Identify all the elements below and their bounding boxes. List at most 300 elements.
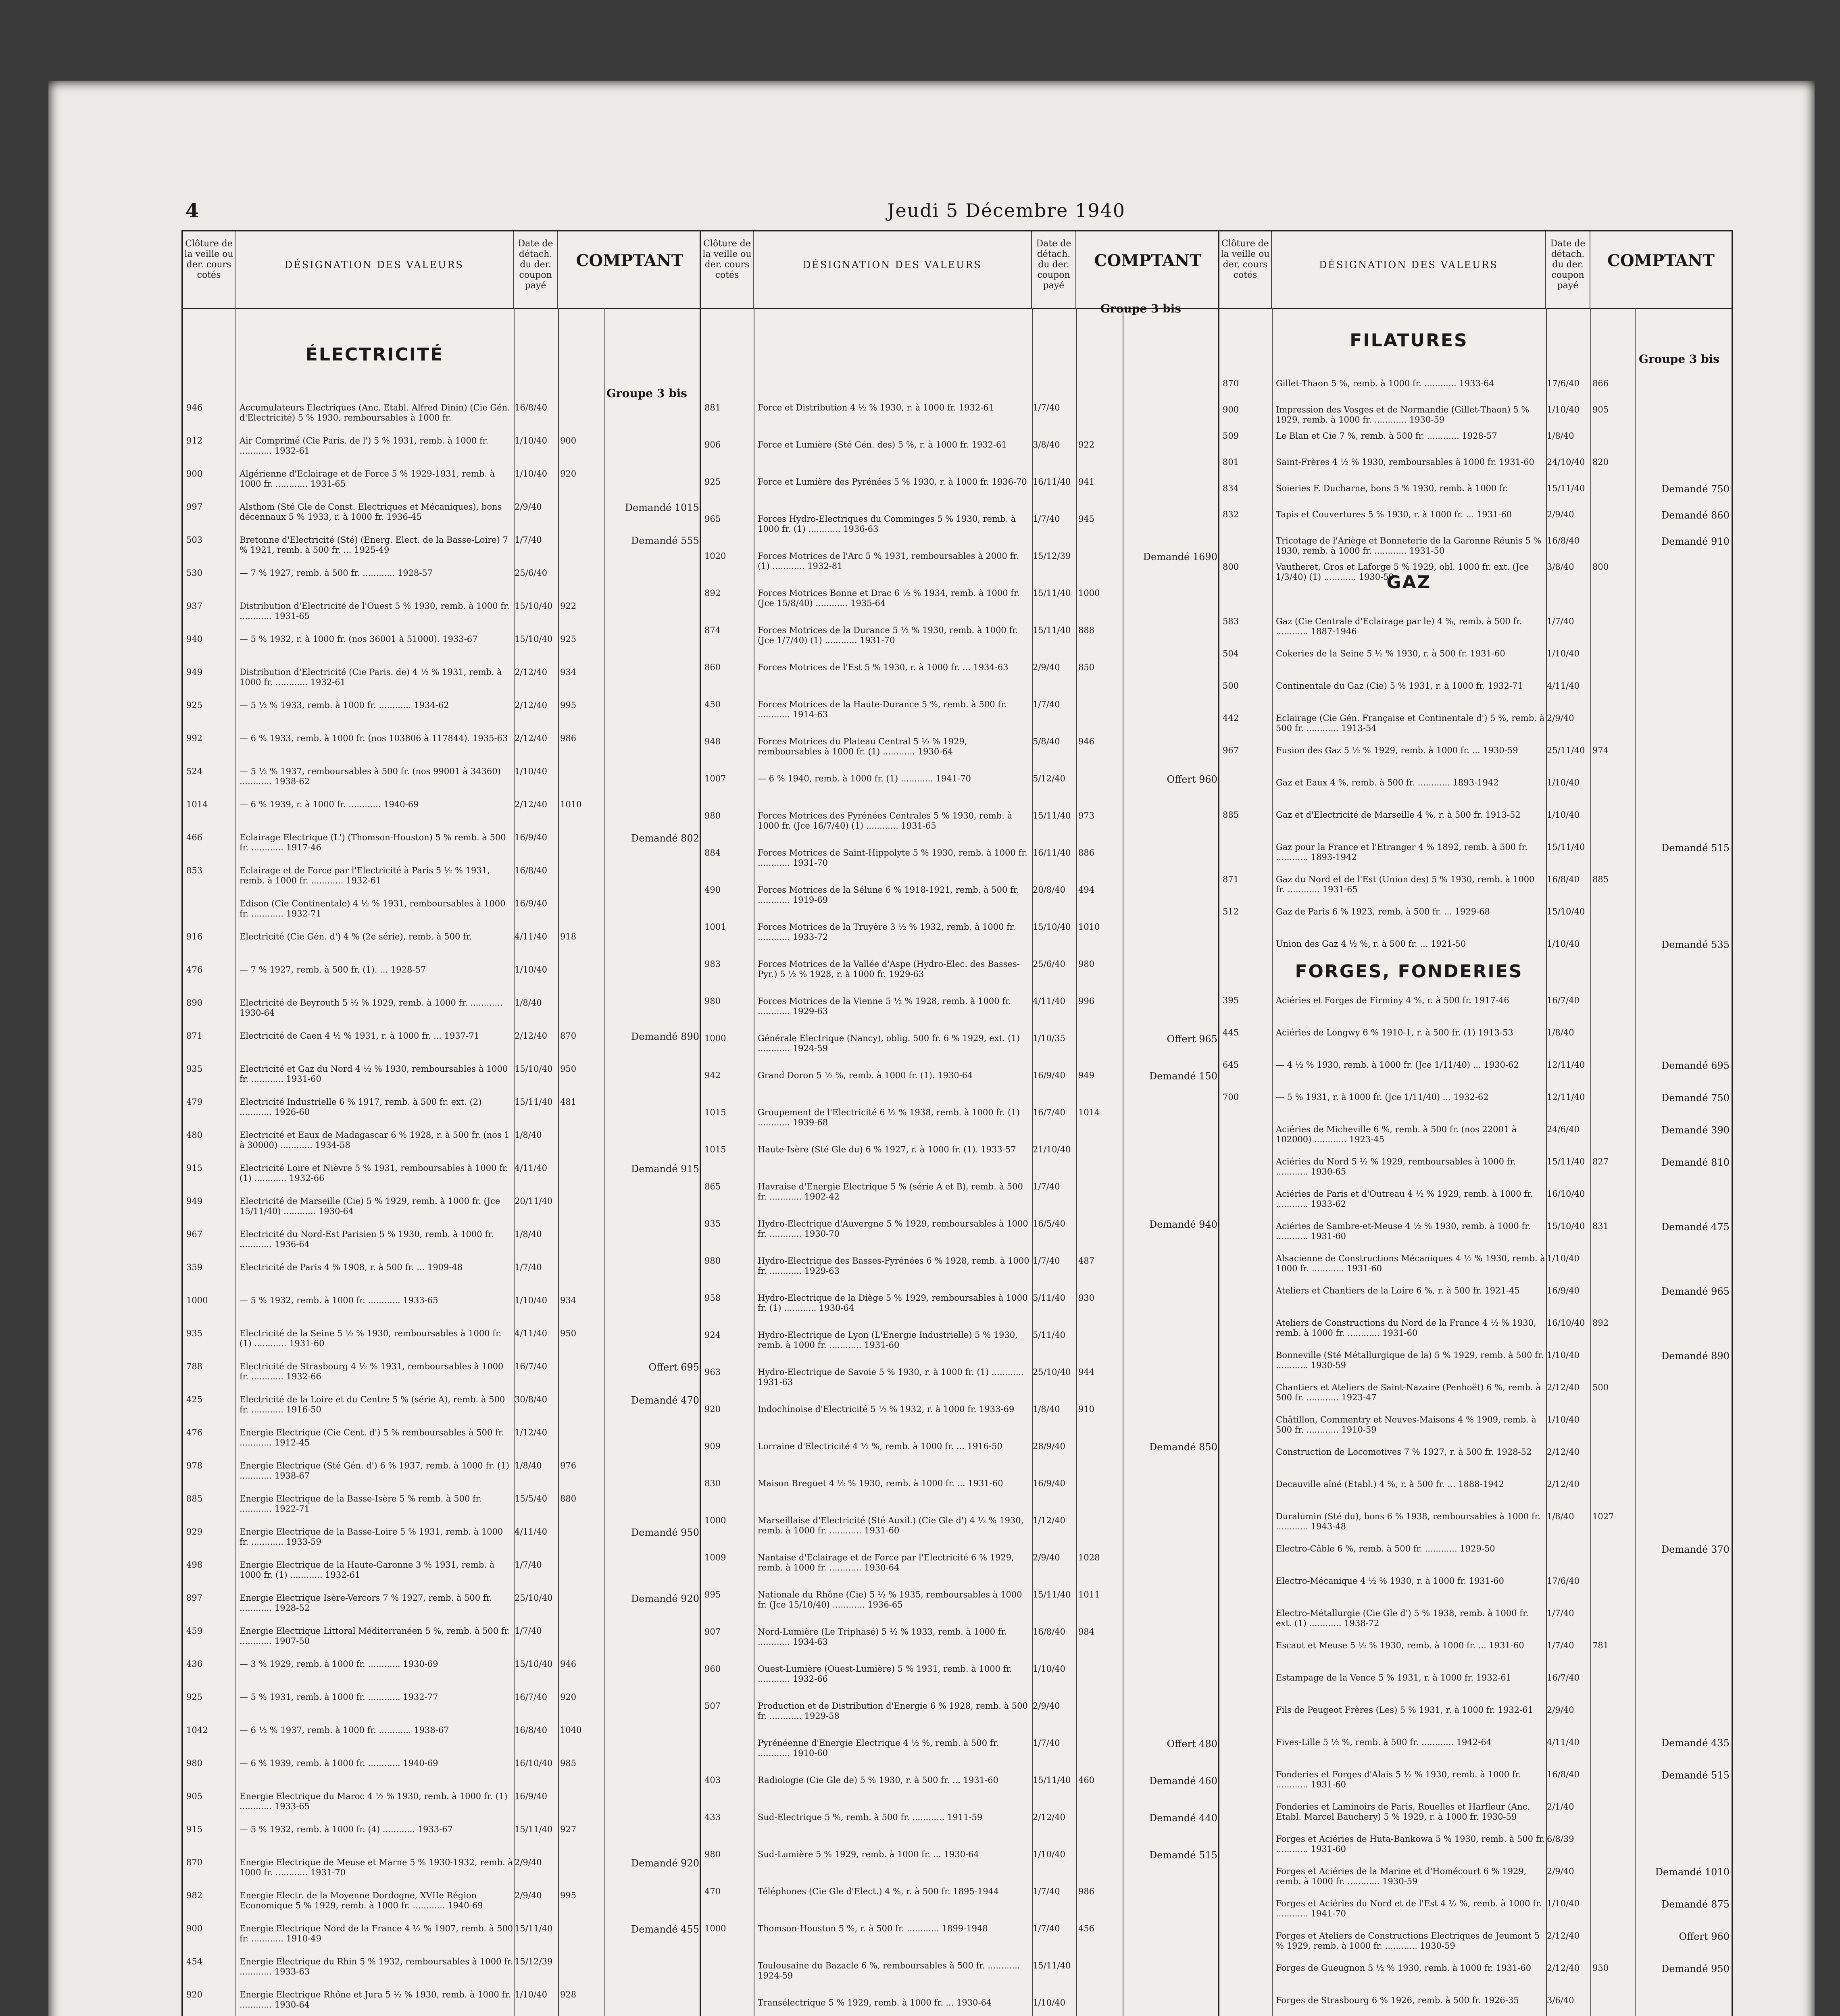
- comptant-price: 1014: [1078, 1108, 1100, 1117]
- table-row: [1219, 1899, 1732, 1929]
- coupon-date: 1/7/40: [515, 1262, 542, 1272]
- coupon-date: 6/8/39: [1547, 1834, 1574, 1844]
- cloture-value: 949: [186, 667, 203, 677]
- table-row: [183, 1990, 700, 2016]
- quote-note: Demandé 390: [1661, 1125, 1730, 1136]
- coupon-date: 1/10/40: [515, 766, 547, 776]
- security-designation: Gaz de Paris 6 % 1923, remb. à 500 fr. ... 1929-68: [1276, 907, 1490, 916]
- coupon-date: 16/11/40: [1033, 477, 1071, 487]
- quote-note: Offert 965: [1167, 1033, 1217, 1045]
- table-row: [183, 766, 700, 798]
- cloture-value: 445: [1223, 1028, 1239, 1037]
- coupon-date: 1/10/40: [1033, 1998, 1065, 2008]
- cloture-value: 479: [186, 1097, 203, 1107]
- security-designation: — 5 % 1932, r. à 1000 fr. (nos 36001 à 51000). 1933-67: [240, 634, 478, 644]
- table-row: [1219, 1060, 1732, 1091]
- header-comptant: COMPTANT: [576, 251, 683, 270]
- security-designation: Continentale du Gaz (Cie) 5 % 1931, r. à 1000 fr. 1932-71: [1276, 681, 1523, 691]
- table-row: [183, 1858, 700, 1889]
- security-designation: Energie Electrique Isère-Vercors 7 % 1927, remb. à 500 fr. ............ 1928-52: [240, 1593, 492, 1613]
- security-designation: Electricité de Caen 4 ½ % 1931, r. à 1000 fr. ... 1937-71: [240, 1031, 479, 1041]
- table-row: [1219, 1221, 1732, 1252]
- security-designation: Construction de Locomotives 7 % 1927, r. à 500 fr. 1928-52: [1276, 1447, 1532, 1457]
- table-row: [701, 1108, 1218, 1143]
- cloture-value: 509: [1223, 431, 1239, 441]
- security-designation: Gaz du Nord et de l'Est (Union des) 5 % 1930, remb. à 1000 fr. ............ 1931-65: [1276, 875, 1535, 894]
- coupon-date: 4/11/40: [515, 1329, 547, 1338]
- coupon-date: 2/12/40: [515, 700, 547, 710]
- section-title-electricite: ÉLECTRICITÉ: [305, 344, 444, 365]
- table-row: [701, 1775, 1218, 1811]
- security-designation: Gaz pour la France et l'Etranger 4 % 1892, remb. à 500 fr. ............ 1893-1942: [1276, 842, 1528, 862]
- table-row: [1219, 1092, 1732, 1123]
- security-designation: Grand Doron 5 ½ %, remb. à 1000 fr. (1). 1930-64: [758, 1070, 973, 1080]
- security-designation: — 5 % 1932, remb. à 1000 fr. ............ 1933-65: [240, 1295, 438, 1305]
- security-designation: Fonderies et Forges d'Alais 5 ½ % 1930, remb. à 1000 fr. ............ 1931-60: [1276, 1770, 1521, 1789]
- cloture-value: 992: [186, 733, 203, 743]
- quote-note: Demandé 515: [1149, 1849, 1217, 1861]
- coupon-date: 3/8/40: [1547, 562, 1574, 572]
- cloture-value: 935: [186, 1329, 203, 1338]
- quote-note: Demandé 940: [1149, 1219, 1217, 1230]
- security-designation: Gillet-Thaon 5 %, remb. à 1000 fr. ............ 1933-64: [1276, 379, 1494, 388]
- security-designation: Energie Electrique du Maroc 4 ½ % 1930, remb. à 1000 fr. (1) ............ 1933-65: [240, 1791, 508, 1811]
- cloture-value: 359: [186, 1262, 203, 1272]
- table-row: [1219, 1189, 1732, 1220]
- table-row: [701, 996, 1218, 1032]
- security-designation: Châtillon, Commentry et Neuves-Maisons 4 % 1909, remb. à 500 fr. ............ 1910-59: [1276, 1415, 1537, 1435]
- cloture-value: 870: [186, 1858, 203, 1867]
- security-designation: Electro-Câble 6 %, remb. à 500 fr. ............ 1929-50: [1276, 1544, 1495, 1554]
- table-row: [701, 1516, 1218, 1551]
- security-designation: Forces Motrices de la Durance 5 ½ % 1930, remb. à 1000 fr. (Jce 1/7/40) (1) ............ 1931-70: [758, 625, 1018, 645]
- quote-note: Demandé 440: [1149, 1812, 1217, 1824]
- security-designation: Hydro-Electrique d'Auvergne 5 % 1929, remboursables à 1000 fr. ............ 1930-70: [758, 1219, 1028, 1239]
- table-row: [701, 737, 1218, 772]
- coupon-date: 1/10/40: [1033, 1664, 1065, 1674]
- table-row: [183, 1130, 700, 1162]
- table-row: [1219, 1576, 1732, 1607]
- security-designation: Energie Electrique de la Haute-Garonne 3 % 1931, remb. à 1000 fr. (1) ............ 1932-61: [240, 1560, 495, 1580]
- coupon-date: 15/10/40: [515, 1659, 553, 1669]
- cloture-value: 834: [1223, 483, 1239, 493]
- table-row: [1219, 1931, 1732, 1962]
- coupon-date: 16/7/40: [1033, 1108, 1065, 1117]
- comptant-price: 460: [1078, 1775, 1095, 1785]
- coupon-date: 2/12/40: [1547, 1479, 1580, 1489]
- cloture-value: 425: [186, 1395, 203, 1404]
- cloture-value: 906: [704, 440, 721, 450]
- table-row: [701, 1441, 1218, 1477]
- security-designation: Soieries F. Ducharne, bons 5 % 1930, remb. à 1000 fr.: [1276, 483, 1509, 493]
- cloture-value: 507: [704, 1701, 721, 1711]
- table-row: [1219, 1383, 1732, 1413]
- coupon-date: 1/10/40: [515, 965, 547, 975]
- coupon-date: 2/12/40: [1033, 1812, 1065, 1822]
- table-row: [701, 811, 1218, 846]
- section-title-filatures: FILATURES: [1350, 330, 1468, 351]
- table-row: [183, 1097, 700, 1129]
- security-designation: Energie Electrique de la Basse-Isère 5 % remb. à 500 fr. ............ 1922-71: [240, 1494, 482, 1514]
- security-designation: Forces Motrices de la Vienne 5 ½ % 1928, remb. à 1000 fr. ............ 1929-63: [758, 996, 1011, 1016]
- coupon-date: 16/10/40: [1547, 1189, 1585, 1199]
- security-designation: Nantaise d'Eclairage et de Force par l'Electricité 6 % 1929, remb. à 1000 fr. ............ 1930-64: [758, 1553, 1014, 1572]
- coupon-date: 1/10/40: [515, 1295, 547, 1305]
- coupon-date: 1/8/40: [515, 1229, 542, 1239]
- cloture-value: 942: [704, 1070, 721, 1080]
- cloture-value: 500: [1223, 681, 1239, 691]
- coupon-date: 5/8/40: [1033, 737, 1060, 746]
- coupon-date: 24/10/40: [1547, 457, 1585, 467]
- table-row: [183, 502, 700, 533]
- coupon-date: 4/11/40: [1547, 681, 1580, 691]
- cloture-value: 1000: [704, 1516, 726, 1525]
- coupon-date: 1/7/40: [1033, 1182, 1060, 1191]
- security-designation: Energie Electrique Littoral Méditerranéen 5 %, remb. à 500 fr. ............ 1907-50: [240, 1626, 510, 1646]
- comptant-price: 831: [1592, 1221, 1609, 1231]
- security-designation: Estampage de la Vence 5 % 1931, r. à 1000 fr. 1932-61: [1276, 1673, 1511, 1683]
- table-row: [183, 1196, 700, 1228]
- quote-note: Demandé 915: [631, 1163, 699, 1175]
- comptant-price: 934: [560, 1295, 577, 1305]
- coupon-date: 15/11/40: [1547, 483, 1585, 493]
- table-row: [1219, 1512, 1732, 1542]
- comptant-price: 986: [560, 733, 577, 743]
- security-designation: Fonderies et Laminoirs de Paris, Rouelles et Harfleur (Anc. Etabl. Marcel Bauchery) 5 % 1929, r. à 1000 fr. 1930-59: [1276, 1802, 1530, 1822]
- quote-note: Demandé 920: [631, 1858, 699, 1869]
- coupon-date: 25/10/40: [1033, 1367, 1071, 1377]
- coupon-date: 1/7/40: [1547, 1641, 1574, 1650]
- table-row: [1219, 1963, 1732, 1994]
- comptant-price: 920: [560, 1692, 577, 1702]
- cloture-value: 925: [186, 1692, 203, 1702]
- coupon-date: 1/10/40: [1547, 1899, 1580, 1908]
- cloture-value: 860: [704, 662, 721, 672]
- comptant-price: 905: [1592, 405, 1609, 414]
- cloture-value: 1042: [186, 1725, 208, 1735]
- cloture-value: 900: [186, 469, 203, 479]
- section-title-gaz: GAZ: [1386, 572, 1432, 593]
- table-row: [1219, 1415, 1732, 1445]
- security-designation: Cokeries de la Seine 5 ½ % 1930, r. à 500 fr. 1931-60: [1276, 649, 1505, 658]
- comptant-price: 888: [1078, 625, 1095, 635]
- quote-note: Demandé 890: [631, 1031, 699, 1042]
- coupon-date: 1/7/40: [1033, 1738, 1060, 1748]
- table-row: [183, 1461, 700, 1492]
- table-row: [701, 1553, 1218, 1588]
- table-row: [183, 634, 700, 666]
- security-designation: Forges de Gueugnon 5 ½ % 1930, remb. à 1000 fr. 1931-60: [1276, 1963, 1532, 1973]
- cloture-value: 454: [186, 1957, 203, 1966]
- cloture-value: 870: [1223, 379, 1239, 388]
- security-designation: Forces Motrices de l'Est 5 % 1930, r. à 1000 fr. ... 1934-63: [758, 662, 1009, 672]
- table-row: [1219, 1802, 1732, 1833]
- quote-note: Demandé 1010: [1655, 1866, 1730, 1878]
- coupon-date: 15/10/40: [1547, 1221, 1585, 1231]
- coupon-date: 2/9/40: [515, 1891, 542, 1900]
- security-designation: Lorraine d'Electricité 4 ½ %, remb. à 1000 fr. ... 1916-50: [758, 1441, 1002, 1451]
- header-comptant: COMPTANT: [1607, 251, 1715, 270]
- table-row: [183, 1494, 700, 1525]
- coupon-date: 3/8/40: [1033, 440, 1060, 450]
- header-designation: DÉSIGNATION DES VALEURS: [754, 231, 1032, 308]
- comptant-price: 910: [1078, 1404, 1095, 1414]
- quote-note: Demandé 515: [1661, 842, 1730, 854]
- coupon-date: 16/9/40: [1033, 1479, 1065, 1488]
- security-designation: Hydro-Electrique de la Diège 5 % 1929, remboursables à 1000 fr. (1) ............ 1930-64: [758, 1293, 1028, 1313]
- security-designation: Electricité (Cie Gén. d') 4 % (2e série), remb. à 500 fr.: [240, 932, 472, 941]
- cloture-value: 1015: [704, 1108, 726, 1117]
- coupon-date: 4/11/40: [515, 1527, 547, 1537]
- coupon-date: 16/8/40: [515, 866, 547, 875]
- cloture-value: 503: [186, 535, 203, 545]
- cloture-value: 1015: [704, 1145, 726, 1154]
- security-designation: Saint-Frères 4 ½ % 1930, remboursables à 1000 fr. 1931-60: [1276, 457, 1534, 467]
- cloture-value: 433: [704, 1812, 721, 1822]
- security-designation: Gaz et d'Electricité de Marseille 4 %, r. à 500 fr. 1913-52: [1276, 810, 1521, 820]
- coupon-date: 2/12/40: [515, 800, 547, 809]
- cloture-value: 700: [1223, 1092, 1239, 1102]
- comptant-price: 850: [1078, 662, 1095, 672]
- table-row: [701, 700, 1218, 735]
- comptant-price: 870: [560, 1031, 577, 1041]
- table-row: [1219, 1544, 1732, 1574]
- cloture-value: 504: [1223, 649, 1239, 658]
- cloture-value: 892: [704, 588, 721, 598]
- comptant-price: 500: [1592, 1383, 1609, 1392]
- security-designation: Eclairage (Cie Gén. Française et Continentale d') 5 %, remb. à 500 fr. ............ 1913-54: [1276, 713, 1545, 733]
- table-row: [701, 1070, 1218, 1106]
- comptant-price: 1011: [1078, 1590, 1100, 1599]
- quote-note: Demandé 750: [1661, 483, 1730, 495]
- table-row: [701, 1887, 1218, 1922]
- comptant-price: 781: [1592, 1641, 1609, 1650]
- quote-note: Demandé 535: [1661, 939, 1730, 950]
- table-row: [183, 667, 700, 699]
- header-comptant: COMPTANT: [1094, 251, 1202, 270]
- table-row: [701, 477, 1218, 512]
- cloture-value: 978: [186, 1461, 203, 1470]
- table-row: [183, 1329, 700, 1360]
- comptant-price: 1040: [560, 1725, 582, 1735]
- security-designation: Chantiers et Ateliers de Saint-Nazaire (Penhoët) 6 %, remb. à 500 fr. ............ 1923-47: [1276, 1383, 1541, 1402]
- quote-note: Demandé 435: [1661, 1737, 1730, 1749]
- comptant-price: 922: [1078, 440, 1095, 450]
- table-row: [183, 1064, 700, 1095]
- security-designation: Forges de Strasbourg 6 % 1926, remb. à 500 fr. 1926-35: [1276, 1995, 1519, 2005]
- cloture-value: 980: [704, 996, 721, 1006]
- security-designation: — 3 % 1929, remb. à 1000 fr. ............ 1930-69: [240, 1659, 438, 1669]
- cloture-value: 909: [704, 1441, 721, 1451]
- security-designation: Thomson-Houston 5 %, r. à 500 fr. ............ 1899-1948: [758, 1924, 988, 1933]
- security-designation: Duralumin (Sté du), bons 6 % 1938, remboursables à 1000 fr. ............ 1943-48: [1276, 1512, 1541, 1531]
- table-row: [1219, 1737, 1732, 1768]
- security-designation: Fils de Peugeot Frères (Les) 5 % 1931, r. à 1000 fr. 1932-61: [1276, 1705, 1533, 1715]
- quote-note: Offert 960: [1167, 774, 1217, 785]
- header-detach: Date de détach. du der. coupon payé: [1032, 231, 1076, 308]
- security-designation: Forces Motrices Bonne et Drac 6 ½ % 1934, remb. à 1000 fr. (Jce 15/8/40) ............ 1935-64: [758, 588, 1020, 608]
- comptant-price: 481: [560, 1097, 577, 1107]
- cloture-value: 925: [186, 700, 203, 710]
- security-designation: Forces Motrices de l'Arc 5 % 1931, remboursables à 2000 fr. (1) ............ 1932-81: [758, 551, 1019, 571]
- table-row: [183, 436, 700, 467]
- table-row: [1219, 1770, 1732, 1800]
- coupon-date: 16/11/40: [1033, 848, 1071, 858]
- coupon-date: 16/7/40: [1547, 996, 1580, 1005]
- coupon-date: 2/1/40: [1547, 1802, 1574, 1812]
- coupon-date: 15/10/40: [1033, 922, 1071, 932]
- cloture-value: 1000: [186, 1295, 208, 1305]
- table-row: [701, 403, 1218, 438]
- cloture-value: 885: [1223, 810, 1239, 820]
- security-designation: Decauville aîné (Etabl.) 4 %, r. à 500 fr. ... 1888-1942: [1276, 1479, 1505, 1489]
- coupon-date: 1/8/40: [515, 1130, 542, 1140]
- comptant-price: 980: [1078, 959, 1095, 969]
- security-designation: Tapis et Couvertures 5 % 1930, r. à 1000 fr. ... 1931-60: [1276, 510, 1512, 519]
- comptant-price: 995: [560, 700, 577, 710]
- coupon-date: 16/9/40: [515, 833, 547, 842]
- coupon-date: 2/12/40: [1547, 1963, 1580, 1973]
- cloture-value: 524: [186, 766, 203, 776]
- table-row: [183, 1395, 700, 1426]
- security-designation: Hydro-Electrique de Savoie 5 % 1930, r. à 1000 fr. (1) ............ 1931-63: [758, 1367, 1024, 1387]
- security-designation: — 6 % 1939, r. à 1000 fr. ............ 1940-69: [240, 800, 419, 809]
- cloture-value: 450: [704, 700, 721, 709]
- page-number: 4: [185, 200, 199, 222]
- security-designation: Electricité de la Seine 5 ½ % 1930, remboursables à 1000 fr. (1) ............ 1931-60: [240, 1329, 502, 1348]
- coupon-date: 1/10/40: [1547, 405, 1580, 414]
- comptant-price: 487: [1078, 1256, 1095, 1266]
- quote-note: Offert 695: [648, 1362, 699, 1373]
- comptant-price: 1000: [1078, 588, 1100, 598]
- cloture-value: 929: [186, 1527, 203, 1537]
- table-row: [183, 1924, 700, 1955]
- coupon-date: 2/9/40: [1547, 1705, 1574, 1715]
- coupon-date: 17/6/40: [1547, 1576, 1580, 1586]
- coupon-date: 1/10/40: [1547, 778, 1580, 787]
- comptant-price: 973: [1078, 811, 1095, 821]
- coupon-date: 1/7/40: [1033, 1887, 1060, 1896]
- comptant-price: 927: [560, 1824, 577, 1834]
- coupon-date: 15/11/40: [1033, 1775, 1071, 1785]
- group-label: Groupe 3 bis: [1100, 302, 1182, 315]
- comptant-price: 866: [1592, 379, 1609, 388]
- coupon-date: 2/12/40: [515, 667, 547, 677]
- cloture-value: 924: [704, 1330, 721, 1340]
- security-designation: Alsthom (Sté Gle de Const. Electriques et Mécaniques), bons décennaux 5 % 1933, r. à 1000 fr. 1936-45: [240, 502, 502, 522]
- header-cloture: Clôture de la veille ou der. cours cotés: [183, 231, 235, 308]
- table-row: [183, 800, 700, 831]
- table-row: [183, 1428, 700, 1459]
- table-row: [183, 1527, 700, 1558]
- security-designation: Energie Electrique (Sté Gén. d') 6 % 1937, remb. à 1000 fr. (1) ............ 1938-67: [240, 1461, 509, 1481]
- table-row: [183, 403, 700, 434]
- section-title-forges: FORGES, FONDERIES: [1295, 961, 1523, 982]
- table-row: [1219, 1705, 1732, 1736]
- coupon-date: 15/10/40: [1547, 907, 1585, 916]
- table-row: [1219, 1318, 1732, 1349]
- quote-note: Demandé 1690: [1143, 551, 1217, 562]
- table-row: [183, 1957, 700, 1988]
- cloture-value: 1000: [704, 1924, 726, 1933]
- security-designation: Havraise d'Energie Electrique 5 % (série A et B), remb. à 500 fr. ............ 1902-42: [758, 1182, 1023, 1202]
- cloture-value: 800: [1223, 562, 1239, 572]
- comptant-price: 985: [560, 1758, 577, 1768]
- quote-note: Demandé 455: [631, 1924, 699, 1935]
- cloture-value: 884: [704, 848, 721, 858]
- cloture-value: 897: [186, 1593, 203, 1603]
- table-row: [701, 1330, 1218, 1366]
- table-row: [183, 469, 700, 500]
- table-row: [701, 551, 1218, 587]
- header-detach: Date de détach. du der. coupon payé: [514, 231, 558, 308]
- security-designation: Eclairage Electrique (L') (Thomson-Houston) 5 % remb. à 500 fr. ............ 1917-46: [240, 833, 506, 852]
- quote-note: Demandé 850: [1149, 1441, 1217, 1453]
- table-row: [701, 1849, 1218, 1885]
- comptant-price: 928: [560, 1990, 577, 1999]
- security-designation: Transélectrique 5 % 1929, remb. à 1000 fr. ... 1930-64: [758, 1998, 992, 2008]
- table-row: [701, 1145, 1218, 1180]
- table-row: [183, 1891, 700, 1922]
- comptant-price: 946: [1078, 737, 1095, 746]
- coupon-date: 25/10/40: [515, 1593, 553, 1603]
- security-designation: Groupement de l'Electricité 6 ½ % 1938, remb. à 1000 fr. (1) ............ 1939-68: [758, 1108, 1020, 1127]
- security-designation: Force et Distribution 4 ½ % 1930, r. à 1000 fr. 1932-61: [758, 403, 994, 412]
- security-designation: Forces Motrices de Saint-Hippolyte 5 % 1930, remb. à 1000 fr. ............ 1931-70: [758, 848, 1027, 868]
- coupon-date: 1/7/40: [515, 1626, 542, 1636]
- cloture-value: 995: [704, 1590, 721, 1599]
- coupon-date: 2/12/40: [515, 1031, 547, 1041]
- security-designation: Forces Motrices de la Haute-Durance 5 %, remb. à 500 fr. ............ 1914-63: [758, 700, 1007, 719]
- quote-note: Demandé 470: [631, 1395, 699, 1406]
- header-cloture: Clôture de la veille ou der. cours cotés: [1219, 231, 1272, 308]
- table-row: [701, 1182, 1218, 1217]
- coupon-date: 5/11/40: [1033, 1293, 1065, 1303]
- security-designation: Distribution d'Electricité de l'Ouest 5 % 1930, remb. à 1000 fr. ............ 1931-65: [240, 601, 510, 621]
- security-designation: Electricité et Gaz du Nord 4 ½ % 1930, remboursables à 1000 fr. ............ 1931-60: [240, 1064, 508, 1084]
- security-designation: Energie Electrique Rhône et Jura 5 ½ % 1930, remb. à 1000 fr. ............ 1930-64: [240, 1990, 511, 2010]
- security-designation: Electricité Loire et Nièvre 5 % 1931, remboursables à 1000 fr. (1) ............ 1932-66: [240, 1163, 508, 1183]
- security-designation: Edison (Cie Continentale) 4 ½ % 1931, remboursables à 1000 fr. ............ 1932-71: [240, 899, 506, 918]
- coupon-date: 15/11/40: [1547, 1157, 1585, 1166]
- coupon-date: 16/9/40: [515, 1791, 547, 1801]
- security-designation: Distribution d'Electricité (Cie Paris. de) 4 ½ % 1931, remb. à 1000 fr. ............ 1932-61: [240, 667, 502, 687]
- cloture-value: 403: [704, 1775, 721, 1785]
- coupon-date: 15/11/40: [515, 1824, 553, 1834]
- comptant-price: 941: [1078, 477, 1095, 487]
- table-row: [183, 833, 700, 864]
- cloture-value: 881: [704, 403, 721, 412]
- coupon-date: 15/10/40: [515, 1064, 553, 1074]
- coupon-date: 1/10/35: [1033, 1033, 1065, 1043]
- table-row: [183, 1692, 700, 1724]
- coupon-date: 1/10/40: [515, 1990, 547, 1999]
- coupon-date: 5/12/40: [1033, 774, 1065, 783]
- security-designation: Electricité de Marseille (Cie) 5 % 1929, remb. à 1000 fr. (Jce 15/11/40) ............ 1930-64: [240, 1196, 500, 1216]
- cloture-value: 958: [704, 1293, 721, 1303]
- cloture-value: 980: [704, 811, 721, 821]
- coupon-date: 15/10/40: [515, 601, 553, 611]
- coupon-date: 4/11/40: [1033, 996, 1065, 1006]
- cloture-value: 980: [704, 1256, 721, 1266]
- coupon-date: 16/9/40: [1547, 1286, 1580, 1295]
- coupon-date: 1/7/40: [1547, 616, 1574, 626]
- coupon-date: 17/6/40: [1547, 379, 1580, 388]
- cloture-value: 982: [186, 1891, 203, 1900]
- security-designation: Energie Electr. de la Moyenne Dordogne, XVIIe Région Economique 5 % 1929, remb. à 1000 fr. ............ 1940-69: [240, 1891, 483, 1910]
- coupon-date: 1/10/40: [1547, 1415, 1580, 1425]
- comptant-price: 950: [560, 1329, 577, 1338]
